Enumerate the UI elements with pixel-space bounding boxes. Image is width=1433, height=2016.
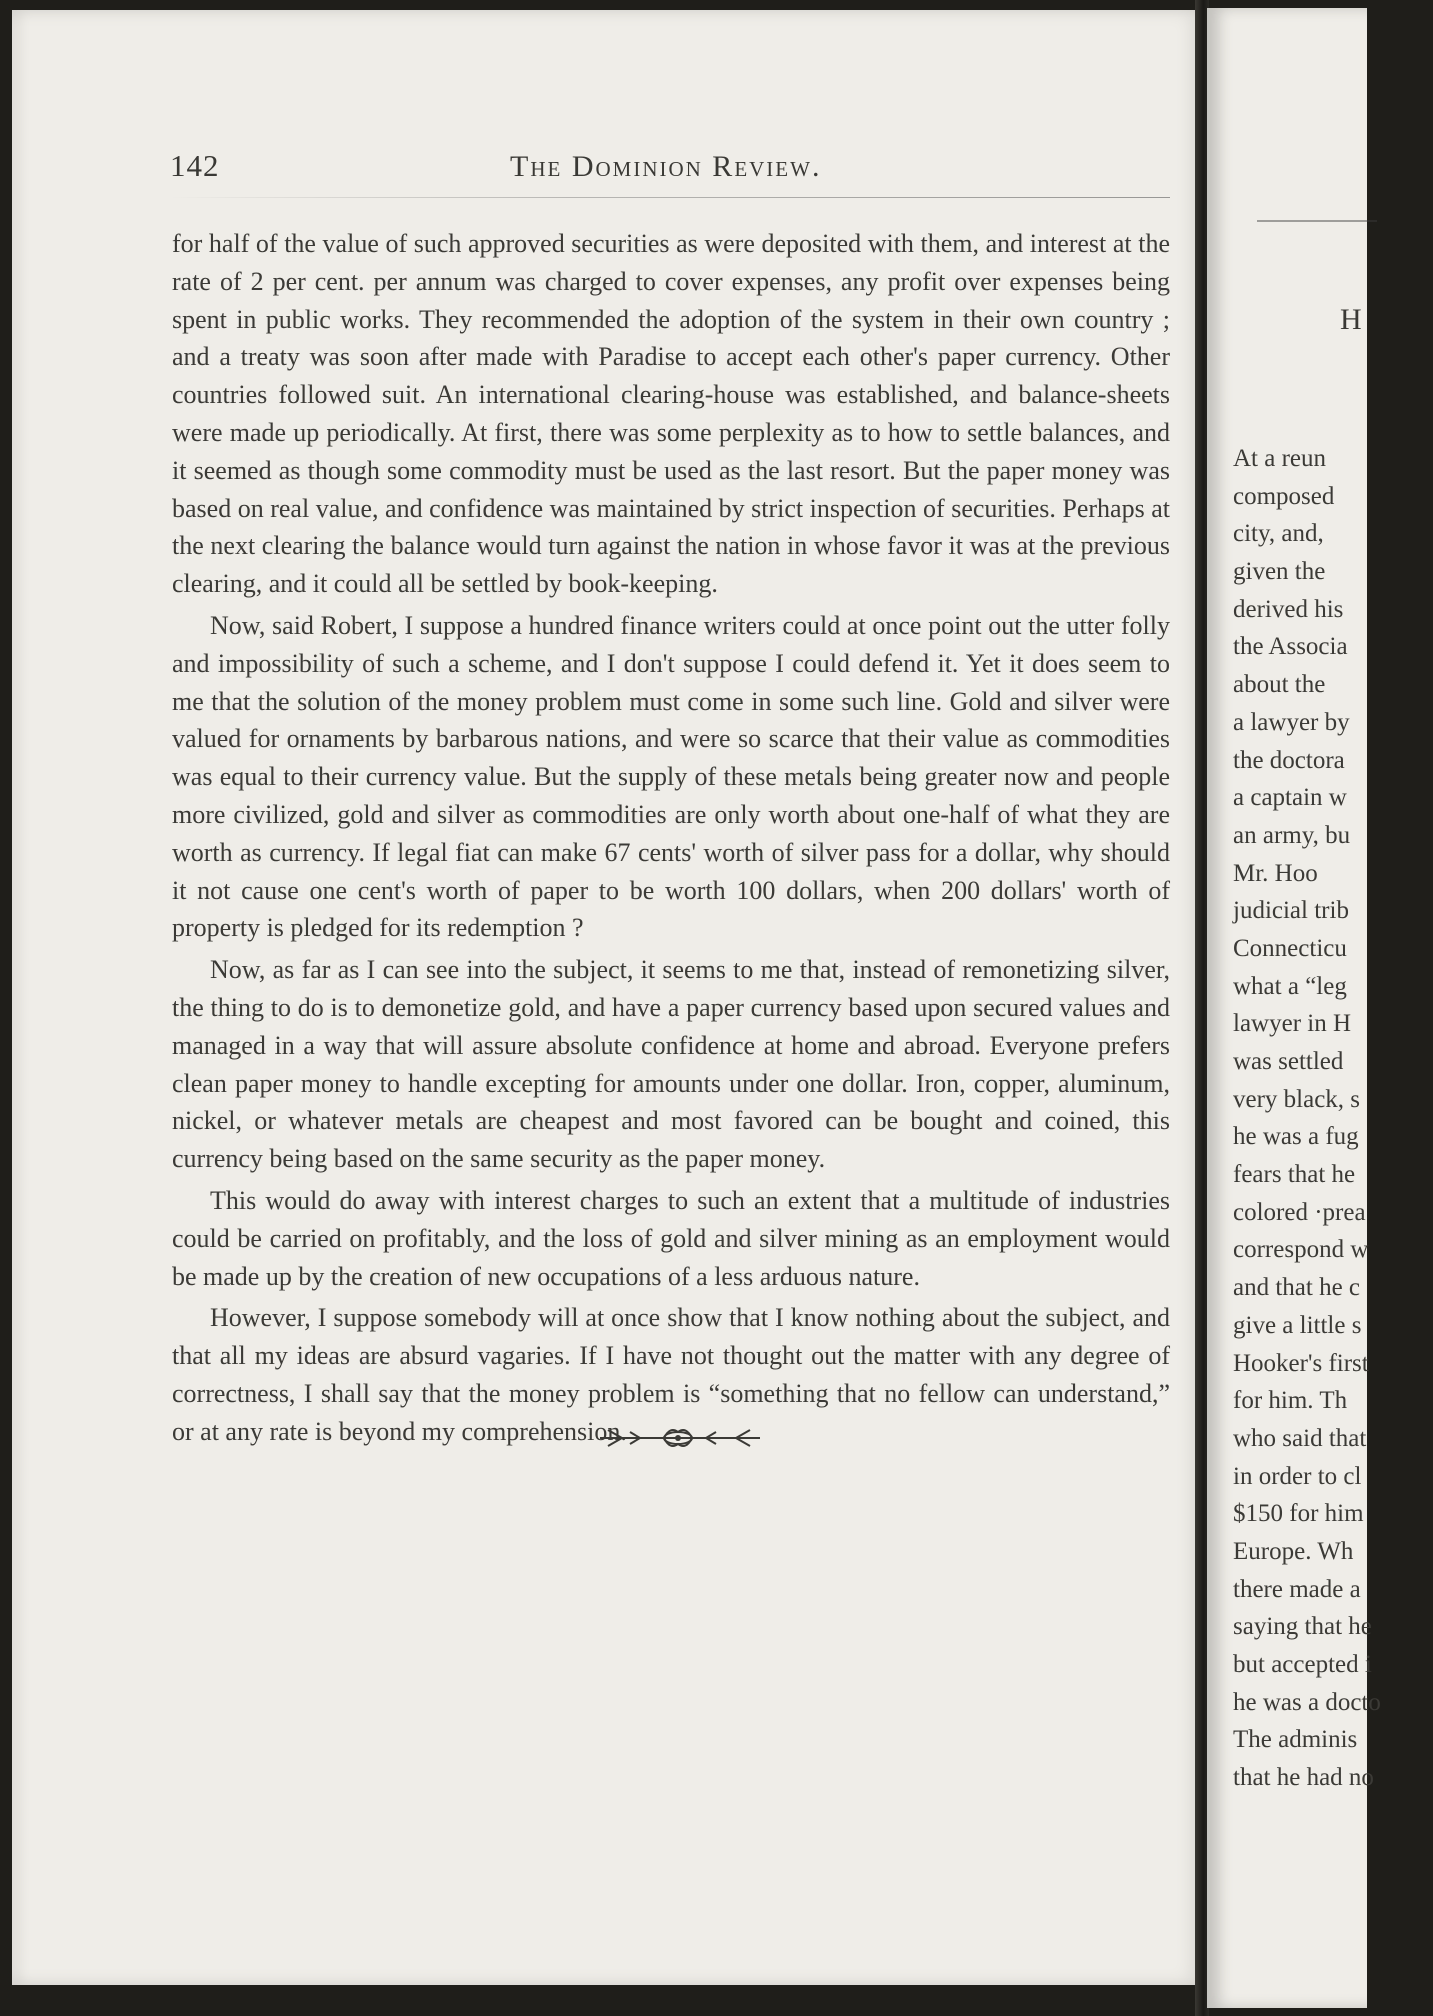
- text-line: that he had no: [1233, 1764, 1374, 1792]
- text-line: given the: [1233, 558, 1326, 586]
- text-line: give a little s: [1233, 1311, 1362, 1339]
- text-line: for him. Th: [1233, 1387, 1348, 1415]
- text-line: lawyer in H: [1233, 1010, 1352, 1038]
- article-body: [172, 225, 1170, 1451]
- text-line: At a reun: [1233, 445, 1327, 472]
- end-ornament-icon: [590, 1418, 770, 1458]
- text-line: Europe. Wh: [1233, 1537, 1354, 1565]
- text-line: the Associa: [1233, 633, 1348, 661]
- text-line: judicial trib: [1233, 897, 1349, 925]
- running-head: [170, 148, 1170, 188]
- page-number: 142: [170, 148, 220, 183]
- text-line: correspond w: [1233, 1236, 1369, 1264]
- header-rule: [170, 197, 1170, 198]
- text-line: a lawyer by: [1233, 708, 1350, 736]
- text-line: The adminis: [1233, 1726, 1358, 1754]
- text-line: Connecticu: [1233, 934, 1347, 962]
- text-line: fears that he: [1233, 1161, 1356, 1189]
- paragraph: This would do away with interest charges to such an extent that a multitude of industries could be carried on profitably, and the loss of gold and silver mining as an employment would be made up by the creation of new occupations of a less arduous nature.: [172, 1185, 1170, 1291]
- paragraph: Now, said Robert, I suppose a hundred finance writers could at once point out the utter folly and impossibility of such a scheme, and I don't suppose I could defend it. Yet it does seem to me that the solution of the money problem must come in some such line. Gold and silver were valued for ornaments by barbarous nations, and were so scarce that their value as commodities was equal to their currency value. But the supply of these metals being greater now and people more civilized, gold and silver as commodities are only worth about one-half of what they are worth as currency. If legal fiat can make 67 cents' worth of silver pass for a dollar, why should it not cause one cent's worth of paper to be worth 100 dollars, when 200 dollars' worth of property is pledged for its redemption ?: [172, 610, 1170, 943]
- text-line: there made a: [1233, 1575, 1361, 1603]
- text-line: he was a docto: [1233, 1688, 1381, 1716]
- text-line: composed: [1233, 482, 1335, 510]
- text-line: the doctora: [1233, 746, 1345, 774]
- text-line: about the: [1233, 671, 1326, 699]
- journal-title: The Dominion Review.: [510, 150, 822, 183]
- text-line: city, and,: [1233, 520, 1324, 548]
- text-line: derived his: [1233, 595, 1344, 623]
- right-page-heading: H: [1340, 303, 1362, 336]
- right-page: [1207, 8, 1381, 2008]
- paragraph: for half of the value of such approved securities as were deposited with them, and interest at the rate of 2 per cent. per annum was charged to cover expenses, any profit over expenses being spent in public works. They recommended the adoption of the system in their own country ; and a treaty was soon after made with Paradise to accept each other's paper currency. Other countries followed suit. An international clearing-house was established, and balance-sheets were made up periodically. At first, there was some perplexity as to how to settle balances, and it seemed as though some commodity must be used as the last resort. But the paper money was based on real value, and confidence was maintained by strict inspection of securities. Perhaps at the next clearing the balance would turn against the nation in whose favor it was at the previous clearing, and it could all be settled by book-keeping.: [172, 229, 1170, 599]
- text-line: saying that he: [1233, 1613, 1372, 1641]
- text-line: was settled: [1233, 1048, 1344, 1075]
- text-line: who said that: [1233, 1424, 1367, 1452]
- text-line: Hooker's first: [1233, 1349, 1369, 1377]
- text-line: in order to cl: [1233, 1462, 1362, 1490]
- text-line: a captain w: [1233, 784, 1347, 812]
- text-line: colored ·prea: [1233, 1198, 1366, 1226]
- text-line: an army, bu: [1233, 821, 1351, 849]
- paragraph: Now, as far as I can see into the subject, it seems to me that, instead of remonetizing silver, the thing to do is to demonetize gold, and have a paper currency based upon secured values and managed in a way that will assure absolute confidence at home and abroad. Everyone prefers clean paper money to handle excepting for amounts under one dollar. Iron, copper, aluminum, nickel, or whatever metals are cheapest and most favored can be bought and coined, this currency being based on the same security as the paper money.: [172, 955, 1170, 1174]
- paragraph: However, I suppose somebody will at once show that I know nothing about the subject, and that all my ideas are absurd vagaries. If I have not thought out the matter with any degree of correctness, I shall say that the money problem is “something that no fellow can understand,” or at any rate is beyond my comprehension.: [172, 1303, 1170, 1446]
- text-line: $150 for him: [1233, 1500, 1364, 1528]
- text-line: and that he c: [1233, 1274, 1361, 1302]
- text-line: he was a fug: [1233, 1123, 1359, 1151]
- right-page-text: [1233, 440, 1433, 1797]
- right-page-rule: [1257, 220, 1377, 222]
- text-line: what a “leg: [1233, 972, 1347, 1000]
- text-line: but accepted i: [1233, 1651, 1372, 1678]
- text-line: very black, s: [1233, 1085, 1361, 1113]
- text-line: Mr. Hoo: [1233, 859, 1318, 887]
